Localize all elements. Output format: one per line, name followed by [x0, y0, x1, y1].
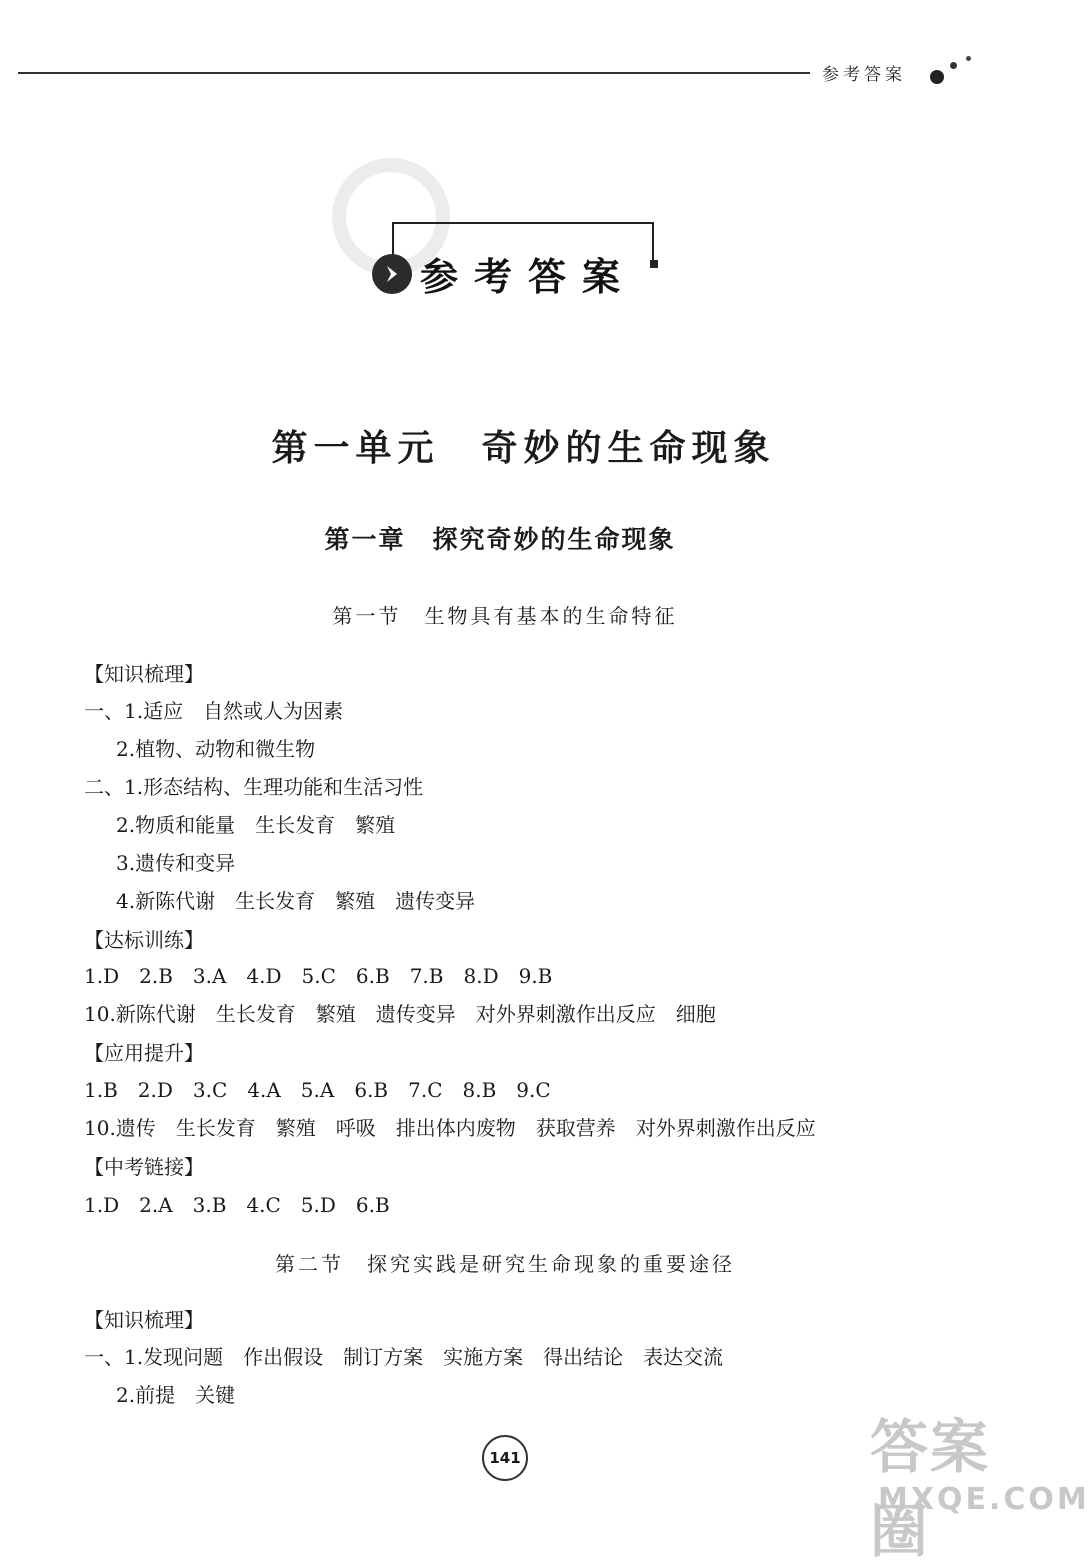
banner-frame-top: [392, 222, 654, 224]
section1-apply-line: 10.遗传 生长发育 繁殖 呼吸 排出体内废物 获取营养 对外界刺激作出反应: [84, 1116, 816, 1140]
header-dot-small: [966, 56, 971, 61]
section1-knowledge-line: 二、1.形态结构、生理功能和生活习性: [84, 775, 424, 799]
header-label: 参考答案: [822, 65, 906, 85]
watermark-logo: 答案圈: [870, 1413, 991, 1565]
section1-knowledge-line: 4.新陈代谢 生长发育 繁殖 遗传变异: [116, 889, 476, 913]
section1-knowledge-line: 一、1.适应 自然或人为因素: [84, 699, 344, 723]
section1-knowledge-heading: 【知识梳理】: [84, 662, 204, 686]
header-dot-medium: [950, 62, 957, 69]
banner-title: 参考答案: [420, 255, 637, 299]
section1-exam-line: 1.D 2.A 3.B 4.C 5.D 6.B: [84, 1193, 390, 1217]
section1-training-line: 1.D 2.B 3.A 4.D 5.C 6.B 7.B 8.D 9.B: [84, 964, 553, 988]
unit-title: 第一单元 奇妙的生命现象: [271, 427, 776, 469]
section1-knowledge-line: 2.植物、动物和微生物: [116, 737, 316, 761]
section1-exam-heading: 【中考链接】: [84, 1155, 204, 1179]
section1-training-line: 10.新陈代谢 生长发育 繁殖 遗传变异 对外界刺激作出反应 细胞: [84, 1002, 716, 1026]
banner-frame-right: [652, 222, 654, 262]
section1-training-heading: 【达标训练】: [84, 928, 204, 952]
header-dot-large: [930, 70, 944, 84]
section1-title: 第一节 生物具有基本的生命特征: [332, 604, 678, 628]
page-number: 141: [482, 1435, 528, 1481]
section1-knowledge-line: 2.物质和能量 生长发育 繁殖: [116, 813, 396, 837]
section1-apply-line: 1.B 2.D 3.C 4.A 5.A 6.B 7.C 8.B 9.C: [84, 1078, 551, 1102]
watermark-site: MXQE.COM: [878, 1482, 1090, 1517]
section2-title: 第二节 探究实践是研究生命现象的重要途径: [275, 1252, 735, 1276]
section2-knowledge-heading: 【知识梳理】: [84, 1308, 204, 1332]
chevron-right-icon: [372, 254, 412, 294]
chapter-title: 第一章 探究奇妙的生命现象: [324, 525, 676, 554]
section1-apply-heading: 【应用提升】: [84, 1041, 204, 1065]
section2-knowledge-line: 一、1.发现问题 作出假设 制订方案 实施方案 得出结论 表达交流: [84, 1345, 724, 1369]
banner-frame-square: [650, 260, 658, 268]
section2-knowledge-line: 2.前提 关键: [116, 1383, 236, 1407]
section1-knowledge-line: 3.遗传和变异: [116, 851, 236, 875]
header-rule: [18, 72, 810, 74]
